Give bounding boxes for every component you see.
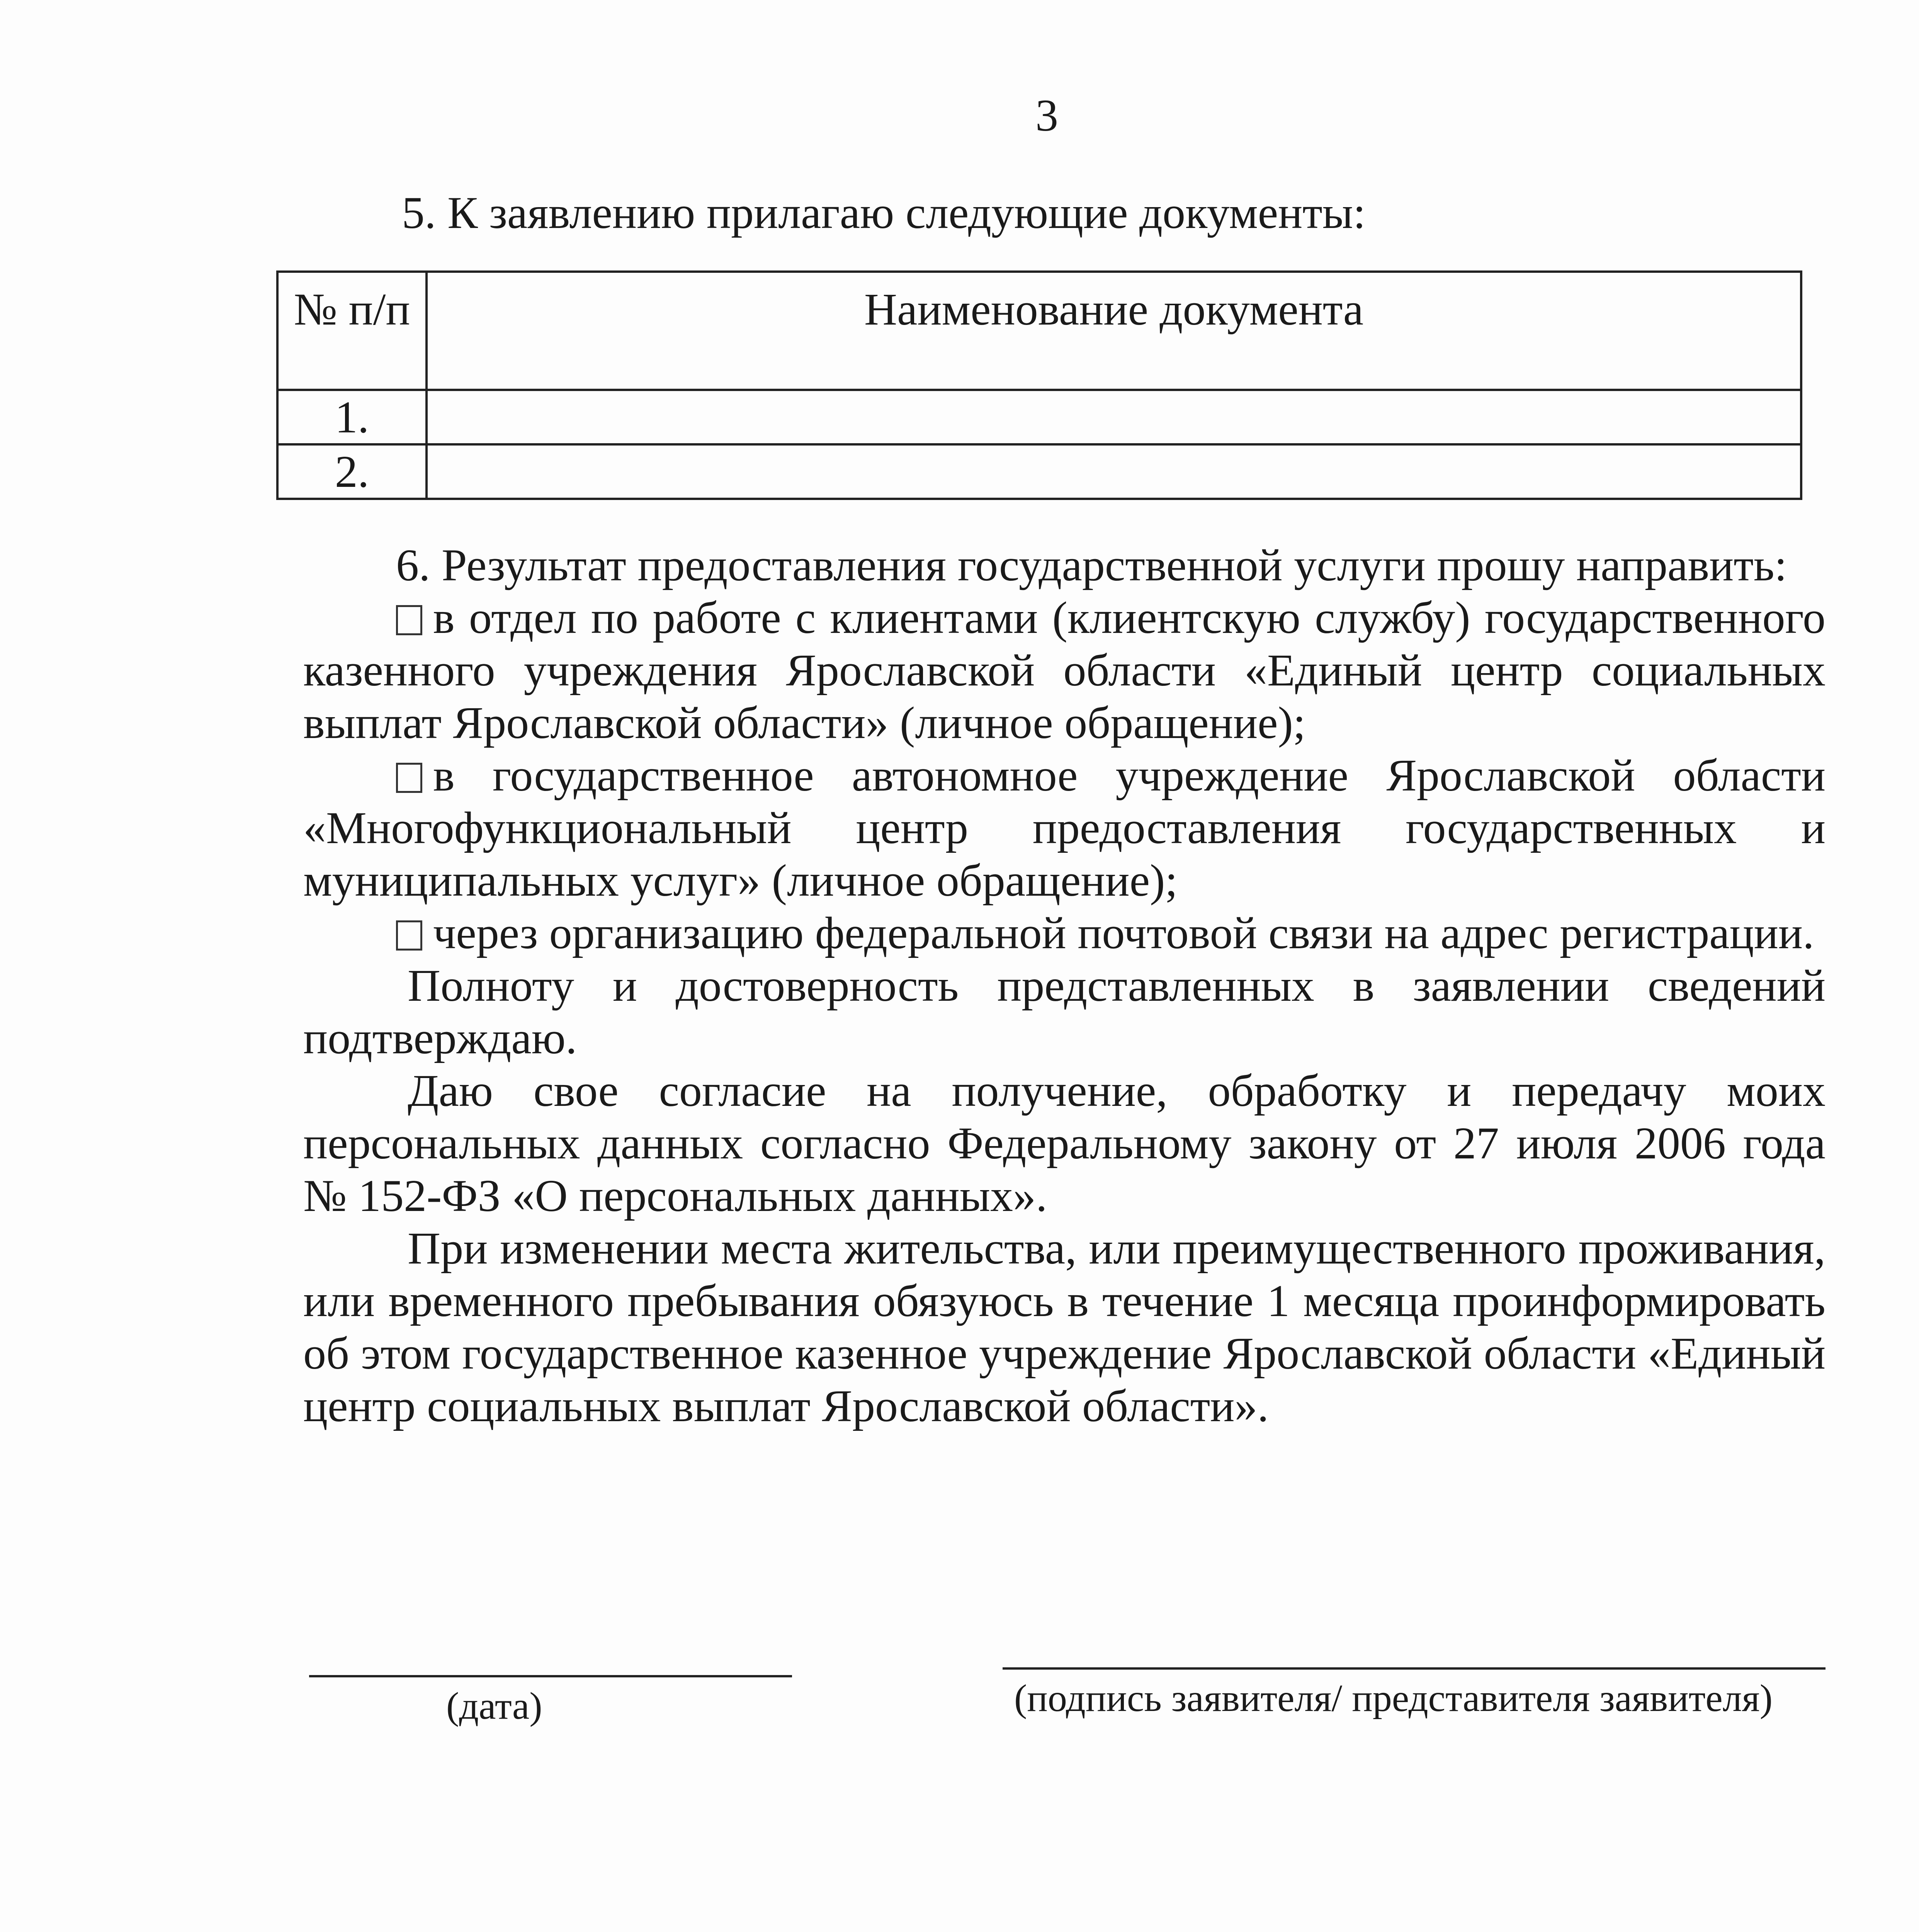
confirm-paragraph: Полноту и достоверность представленных в заявлении сведений подтверждаю. xyxy=(303,960,1826,1063)
option-post-text: через организацию федеральной почтовой связи на адрес регистрации. xyxy=(433,908,1814,958)
table-row xyxy=(277,390,1801,444)
table-row xyxy=(277,444,1801,499)
option-client-service-text: в отдел по работе с клиентами (клиентскую службу) государственного казенного учреждения Ярославской области «Единый центр социальных выплат Ярославской области» (личное обращение); xyxy=(303,592,1826,748)
row-document-name[interactable] xyxy=(427,390,1801,444)
section-6-block xyxy=(303,539,1826,1432)
header-num: № п/п xyxy=(277,272,427,390)
table-header-row xyxy=(277,272,1801,390)
checkbox-post[interactable] xyxy=(396,920,422,951)
row-document-name[interactable] xyxy=(427,444,1801,499)
row-num: 1. xyxy=(277,390,427,444)
row-num: 2. xyxy=(277,444,427,499)
page-number: 3 xyxy=(1035,90,1058,141)
obligation-paragraph: При изменении места жительства, или преимущественного проживания, или временного пребывания обязуюсь в течение 1 месяца проинформировать об этом государственное казенное учреждение Ярославской области «Единый центр социальных выплат Ярославской области». xyxy=(303,1223,1826,1431)
option-mfc-text: в государственное автономное учреждение Ярославской области «Многофункциональный центр предоставления государственных и муниципальных услуг» (личное обращение); xyxy=(303,750,1826,906)
date-label: (дата) xyxy=(446,1684,542,1727)
documents-table xyxy=(276,270,1802,500)
consent-paragraph: Даю свое согласие на получение, обработку и передачу моих персональных данных согласно Федеральному закону от 27 июля 2006 года № 152-ФЗ «О персональных данных». xyxy=(303,1065,1826,1221)
section-5-heading: 5. К заявлению прилагаю следующие документы: xyxy=(402,187,1366,238)
option-mfc xyxy=(303,749,1826,907)
header-document-name: Наименование документа xyxy=(427,272,1801,390)
option-post xyxy=(303,907,1826,959)
date-line[interactable] xyxy=(309,1675,792,1677)
signature-line[interactable] xyxy=(1003,1667,1826,1670)
checkbox-mfc[interactable] xyxy=(396,763,422,793)
checkbox-client-service[interactable] xyxy=(396,605,422,635)
section-6-heading: 6. Результат предоставления государственной услуги прошу направить: xyxy=(396,540,1787,590)
signature-label: (подпись заявителя/ представителя заявителя) xyxy=(1014,1677,1773,1719)
option-client-service xyxy=(303,592,1826,749)
